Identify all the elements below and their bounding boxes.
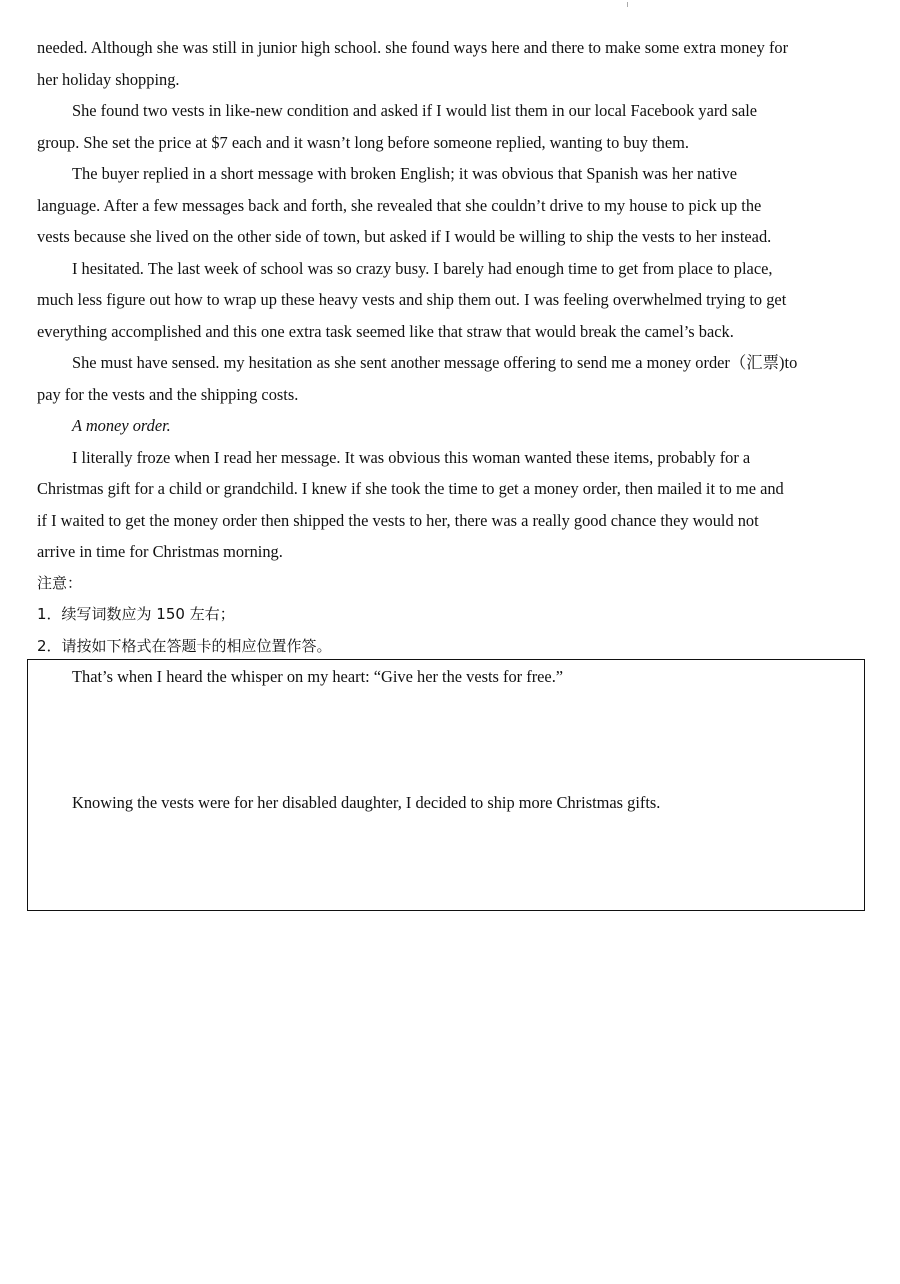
answer-box bbox=[27, 659, 865, 911]
notes-item-word-count: 1．续写词数应为 150 左右； bbox=[37, 605, 235, 623]
passage-line: The buyer replied in a short message with broken English; it was obvious that Spanish was her native bbox=[72, 164, 738, 183]
passage-line: She found two vests in like-new condition and asked if I would list them in our local Facebook yard sale bbox=[72, 101, 758, 120]
passage-line: needed. Although she was still in junior high school. she found ways here and there to make some extra money for bbox=[37, 38, 789, 57]
notes-heading: 注意： bbox=[37, 573, 83, 592]
story-passage bbox=[37, 32, 865, 662]
passage-line: vests because she lived on the other side of town, but asked if I would be willing to ship the vests to her instead. bbox=[37, 227, 772, 246]
passage-line-italic: A money order. bbox=[72, 416, 171, 435]
passage-line: language. After a few messages back and forth, she revealed that she couldn’t drive to my house to pick up the bbox=[37, 195, 762, 215]
passage-line: Christmas gift for a child or grandchild. I knew if she took the time to get a money order, then mailed it to me and bbox=[37, 479, 784, 498]
passage-line: I hesitated. The last week of school was so crazy busy. I barely had enough time to get from place to place, bbox=[72, 258, 773, 278]
top-scan-mark bbox=[627, 2, 628, 7]
passage-line: arrive in time for Christmas morning. bbox=[37, 542, 283, 561]
paragraph2-prompt: Knowing the vests were for her disabled daughter, I decided to ship more Christmas gifts. bbox=[72, 793, 661, 812]
passage-line: her holiday shopping. bbox=[37, 69, 180, 89]
passage-line: everything accomplished and this one extra task seemed like that straw that would break the camel’s back. bbox=[37, 321, 734, 341]
passage-line: pay for the vests and the shipping costs. bbox=[37, 384, 299, 404]
notes-item-format: 2．请按如下格式在答题卡的相应位置作答。 bbox=[37, 636, 332, 655]
passage-line: much less figure out how to wrap up these heavy vests and ship them out. I was feeling overwhelmed trying to get bbox=[37, 290, 787, 309]
paragraph1-prompt: That’s when I heard the whisper on my heart: “Give her the vests for free.” bbox=[72, 667, 564, 686]
passage-line: group. She set the price at $7 each and it wasn’t long before someone replied, wanting to buy them. bbox=[37, 132, 689, 152]
passage-line: I literally froze when I read her message. It was obvious this woman wanted these items, probably for a bbox=[72, 447, 751, 467]
passage-line: if I waited to get the money order then shipped the vests to her, there was a really good chance they would not bbox=[37, 510, 759, 530]
passage-line: She must have sensed. my hesitation as she sent another message offering to send me a money order（汇票)to bbox=[72, 353, 798, 372]
